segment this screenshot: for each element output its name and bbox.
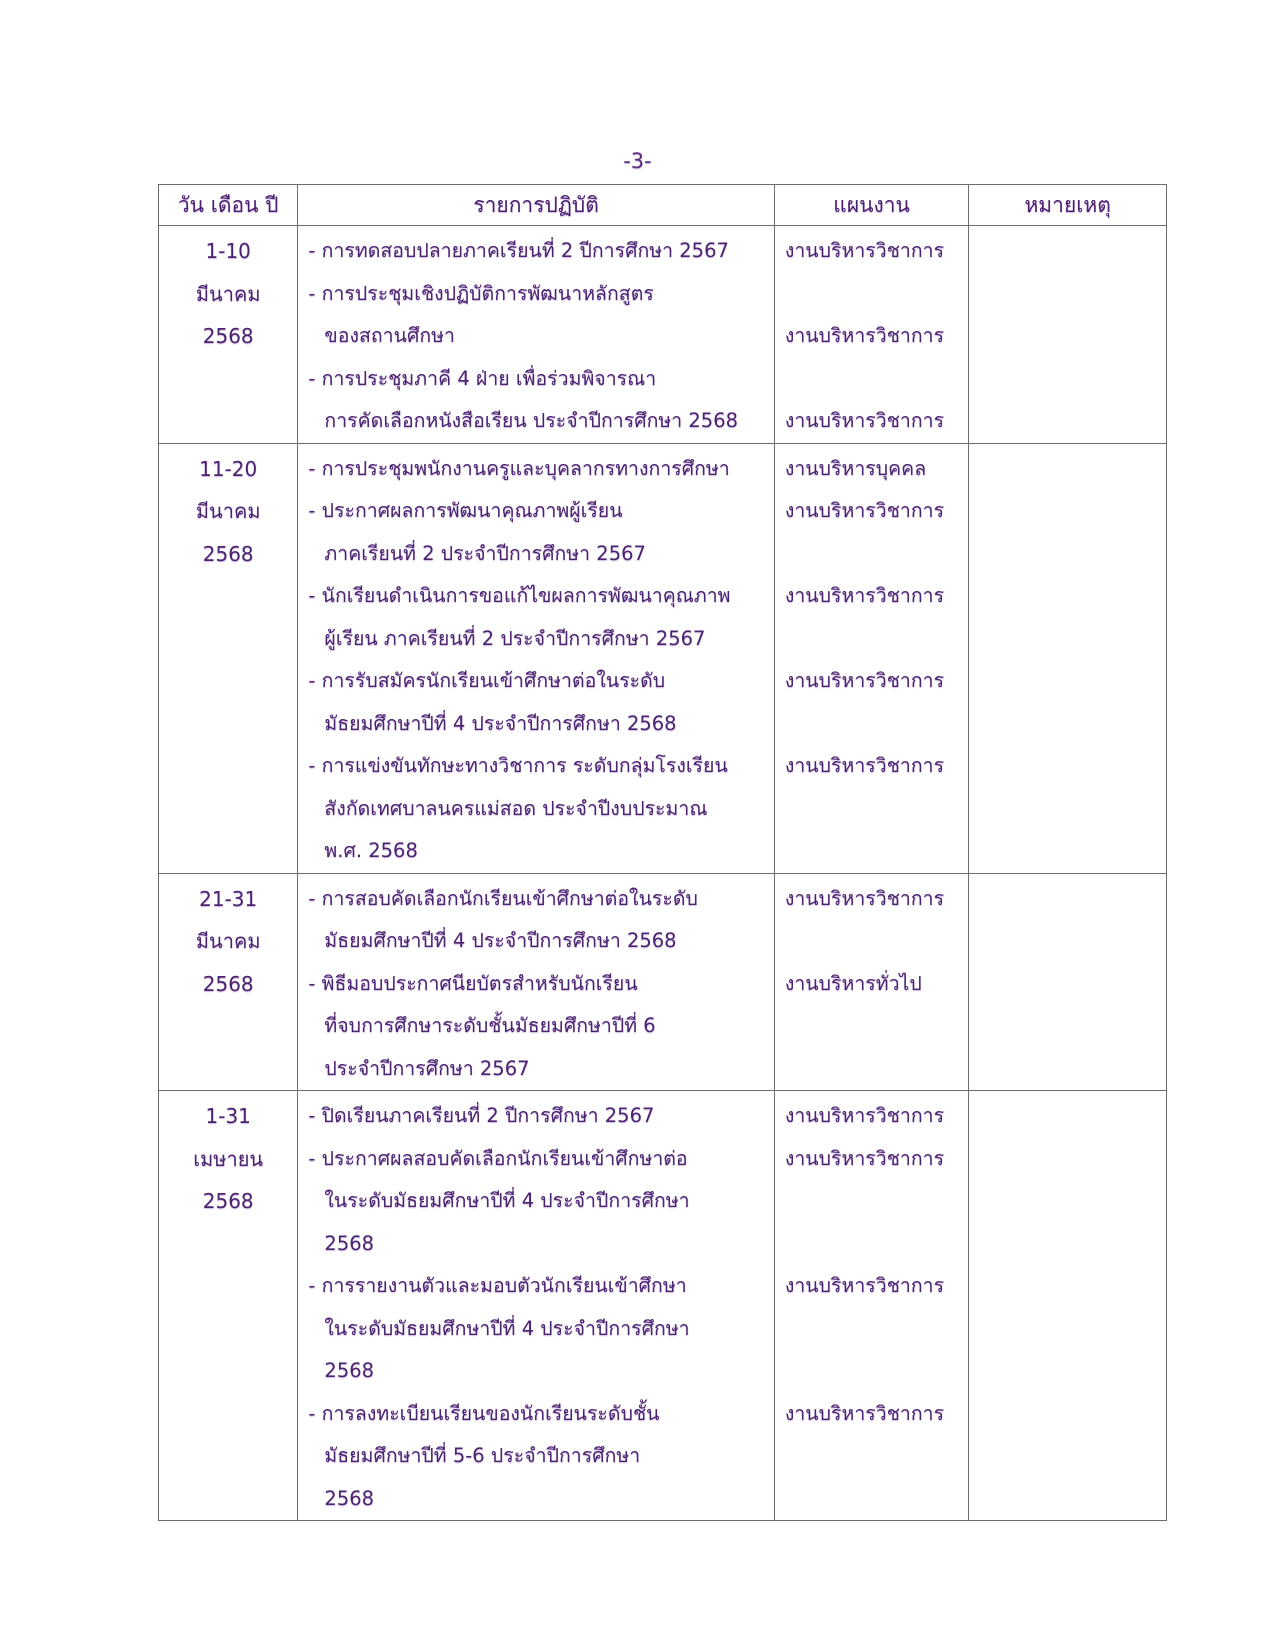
dept-line: งานบริหารวิชาการ xyxy=(784,239,945,262)
task-line: - การรายงานตัวและมอบตัวนักเรียนเข้าศึกษา xyxy=(308,1274,687,1297)
dept-line xyxy=(785,830,969,873)
task-cell xyxy=(298,226,774,444)
task-line: ประจำปีการศึกษา 2567 xyxy=(324,1056,530,1080)
dept-line xyxy=(785,1223,969,1266)
table-row xyxy=(159,443,1167,873)
header-note: หมายเหตุ xyxy=(969,185,1167,226)
dept-line xyxy=(785,358,969,401)
dept-line xyxy=(785,1048,969,1091)
task-line: 2568 xyxy=(324,1486,375,1510)
task-cell xyxy=(298,873,774,1091)
dept-line: งานบริหารวิชาการ xyxy=(784,324,945,347)
date-cell xyxy=(159,873,298,1091)
task-line: ในระดับมัธยมศึกษาปีที่ 4 ประจำปีการศึกษา xyxy=(324,1189,690,1212)
dept-cell xyxy=(774,226,969,444)
dept-line xyxy=(785,273,969,316)
task-line: - การประชุมภาคี 4 ฝ่าย เพื่อร่วมพิจารณา xyxy=(308,366,657,390)
date-line: 2568 xyxy=(202,1189,254,1213)
activity-schedule-table xyxy=(158,184,1167,1521)
task-line: - การรับสมัครนักเรียนเข้าศึกษาต่อในระดับ xyxy=(308,669,666,692)
note-cell xyxy=(969,443,1167,873)
date-line: 1-31 xyxy=(205,1104,251,1128)
task-line: - การแข่งขันทักษะทางวิชาการ ระดับกลุ่มโรงเรียน xyxy=(308,754,728,777)
task-line: - การลงทะเบียนเรียนของนักเรียนระดับชั้น xyxy=(308,1401,660,1425)
dept-line: งานบริหารทั่วไป xyxy=(784,971,922,995)
date-cell xyxy=(159,443,298,873)
dept-line: งานบริหารบุคคล xyxy=(784,456,927,480)
header-dept: แผนงาน xyxy=(774,185,969,226)
table-row xyxy=(159,226,1167,444)
task-line: - ประกาศผลการพัฒนาคุณภาพผู้เรียน xyxy=(308,499,623,522)
dept-line xyxy=(785,1435,969,1478)
date-line: 21-31 xyxy=(199,886,258,911)
task-line: - ปิดเรียนภาคเรียนที่ 2 ปีการศึกษา 2567 xyxy=(308,1104,655,1127)
task-line: - การทดสอบปลายภาคเรียนที่ 2 ปีการศึกษา 2567 xyxy=(308,239,729,262)
dept-line: งานบริหารวิชาการ xyxy=(784,584,945,607)
task-line: ของสถานศึกษา xyxy=(324,324,455,347)
dept-line: งานบริหารวิชาการ xyxy=(784,1104,945,1127)
task-line: 2568 xyxy=(324,1231,375,1255)
task-line: - พิธีมอบประกาศนียบัตรสำหรับนักเรียน xyxy=(308,971,638,995)
dept-line: งานบริหารวิชาการ xyxy=(784,669,945,692)
date-line: 2568 xyxy=(202,324,254,348)
note-cell xyxy=(969,226,1167,444)
dept-line xyxy=(785,533,969,576)
date-cell xyxy=(159,1091,298,1521)
dept-cell xyxy=(774,443,969,873)
dept-line xyxy=(785,703,969,746)
task-line: - การประชุมเชิงปฏิบัติการพัฒนาหลักสูตร xyxy=(308,281,654,305)
date-line: มีนาคม xyxy=(195,929,261,953)
table-row xyxy=(159,1091,1167,1521)
dept-line xyxy=(785,1005,969,1048)
date-line: มีนาคม xyxy=(195,499,261,523)
dept-line xyxy=(785,618,969,661)
note-cell xyxy=(969,873,1167,1091)
table-row xyxy=(159,873,1167,1091)
table-header-row xyxy=(159,185,1167,226)
task-line: - การประชุมพนักงานครูและบุคลากรทางการศึกษา xyxy=(308,456,730,480)
dept-line: งานบริหารวิชาการ xyxy=(784,1146,945,1170)
dept-line: งานบริหารวิชาการ xyxy=(784,1401,945,1425)
task-line: การคัดเลือกหนังสือเรียน ประจำปีการศึกษา 2568 xyxy=(324,409,739,432)
task-cell xyxy=(298,1091,774,1521)
task-line: ภาคเรียนที่ 2 ประจำปีการศึกษา 2567 xyxy=(324,541,646,565)
dept-line: งานบริหารวิชาการ xyxy=(784,499,945,522)
task-line: - ประกาศผลสอบคัดเลือกนักเรียนเข้าศึกษาต่อ xyxy=(308,1146,688,1170)
task-line: ที่จบการศึกษาระดับชั้นมัธยมศึกษาปีที่ 6 xyxy=(324,1014,656,1037)
date-line: 1-10 xyxy=(205,239,251,263)
table-body xyxy=(159,226,1167,1521)
dept-line xyxy=(785,1180,969,1223)
header-date: วัน เดือน ปี xyxy=(159,185,298,226)
dept-line xyxy=(785,1478,969,1521)
task-line: มัธยมศึกษาปีที่ 4 ประจำปีการศึกษา 2568 xyxy=(324,711,677,735)
dept-line: งานบริหารวิชาการ xyxy=(784,754,945,777)
dept-line xyxy=(785,1308,969,1351)
task-line: ผู้เรียน ภาคเรียนที่ 2 ประจำปีการศึกษา 2567 xyxy=(324,626,706,650)
header-task: รายการปฏิบัติ xyxy=(298,185,774,226)
note-cell xyxy=(969,1091,1167,1521)
dept-line xyxy=(785,788,969,831)
task-line: พ.ศ. 2568 xyxy=(324,839,418,862)
date-line: 11-20 xyxy=(199,456,258,481)
dept-line xyxy=(785,1350,969,1393)
dept-line: งานบริหารวิชาการ xyxy=(784,886,945,910)
task-line: มัธยมศึกษาปีที่ 5-6 ประจำปีการศึกษา xyxy=(324,1444,641,1467)
task-line: - การสอบคัดเลือกนักเรียนเข้าศึกษาต่อในระดับ xyxy=(308,886,698,910)
task-line: มัธยมศึกษาปีที่ 4 ประจำปีการศึกษา 2568 xyxy=(324,929,677,952)
task-line: 2568 xyxy=(324,1359,375,1382)
task-line: - นักเรียนดำเนินการขอแก้ไขผลการพัฒนาคุณภาพ xyxy=(308,584,731,607)
date-line: เมษายน xyxy=(193,1146,264,1171)
date-cell xyxy=(159,226,298,444)
dept-cell xyxy=(774,873,969,1091)
date-line: มีนาคม xyxy=(195,281,261,306)
page-number: -3- xyxy=(623,149,652,173)
task-cell xyxy=(298,443,774,873)
dept-line xyxy=(785,920,969,963)
dept-cell xyxy=(774,1091,969,1521)
date-line: 2568 xyxy=(202,971,254,996)
task-line: ในระดับมัธยมศึกษาปีที่ 4 ประจำปีการศึกษา xyxy=(324,1316,690,1340)
task-line: สังกัดเทศบาลนครแม่สอด ประจำปีงบประมาณ xyxy=(324,796,708,820)
dept-line: งานบริหารวิชาการ xyxy=(784,1274,945,1297)
dept-line: งานบริหารวิชาการ xyxy=(784,409,945,432)
date-line: 2568 xyxy=(202,541,254,566)
